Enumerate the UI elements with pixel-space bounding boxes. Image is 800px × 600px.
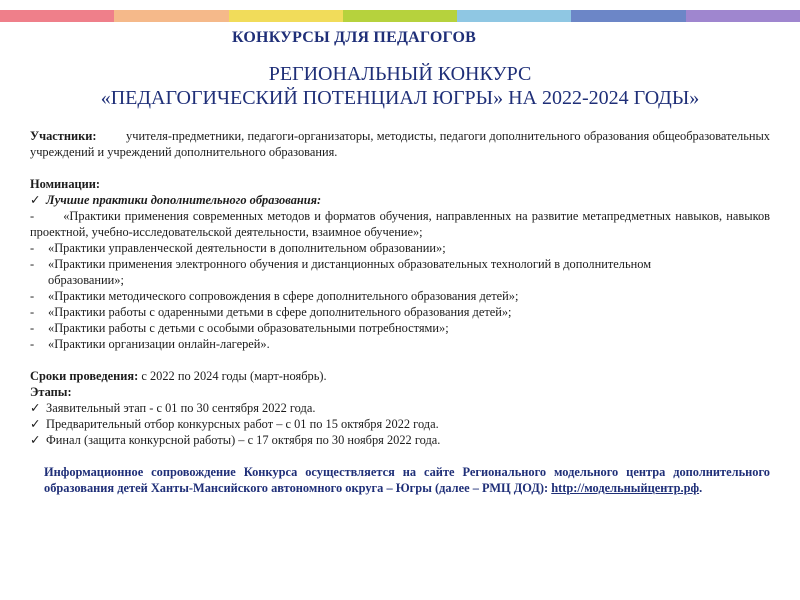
color-segment — [686, 10, 800, 22]
color-segment — [0, 10, 114, 22]
dates-line — [30, 368, 770, 384]
check-icon: ✓ — [30, 193, 41, 207]
stage-item-text: Заявительный этап - с 01 по 30 сентября 2022 года. — [46, 401, 316, 415]
link-suffix: . — [699, 481, 703, 495]
color-segment — [571, 10, 685, 22]
stage-item-text: Предварительный отбор конкурсных работ – с 01 по 15 октября 2022 года. — [46, 417, 439, 431]
participants-text: учителя-предметники, педагоги-организаторы, методисты, педагоги дополнительного образования общеобразовательных учреждений и учреждений дополнительного образования. — [30, 129, 770, 159]
nomination-item — [30, 256, 770, 288]
stages-label-text: Этапы: — [30, 385, 72, 399]
nominations-label-text: Номинации: — [30, 177, 101, 191]
info-text: Информационное сопровождение Конкурса осуществляется на сайте Регионального модельного центра дополнительного образования детей Ханты-Мансийского автономного округа – Югры (далее – РМЦ ДОД): — [44, 465, 770, 495]
nomination-item-text: «Практики применения современных методов и форматов обучения, направленных на развитие метапредметных навыков, навыков проектной, учебно-исследовательской деятельности, взаимное обучение»; — [30, 209, 771, 239]
stage-item-text: Финал (защита конкурсной работы) – с 17 октября по 30 ноября 2022 года. — [46, 433, 441, 447]
nomination-item-text: «Практики управленческой деятельности в дополнительном образовании»; — [48, 241, 446, 255]
dash-marker: - — [30, 305, 35, 319]
participants-label: Участники: — [30, 129, 97, 143]
nomination-item-text: «Практики работы с одаренными детьми в сфере дополнительного образования детей»; — [48, 305, 512, 319]
nomination-item — [30, 320, 770, 336]
check-icon: ✓ — [30, 417, 41, 431]
dash-marker: - — [30, 289, 35, 303]
color-segment — [457, 10, 571, 22]
contest-title-line2: «ПЕДАГОГИЧЕСКИЙ ПОТЕНЦИАЛ ЮГРЫ» НА 2022-2024 ГОДЫ» — [100, 87, 700, 109]
stage-item — [30, 400, 770, 416]
dash-marker: - — [30, 241, 35, 255]
nomination-item — [30, 336, 770, 352]
dates-label: Сроки проведения: — [30, 369, 139, 383]
nomination-item-text: «Практики работы с детьми с особыми образовательными потребностями»; — [48, 321, 449, 335]
dates-text: с 2022 по 2024 годы (март-ноябрь). — [141, 369, 327, 383]
nomination-item — [30, 240, 770, 256]
website-link[interactable]: http://модельныйцентр.рф — [551, 481, 700, 495]
nomination-category-label: Лучшие практики дополнительного образования: — [46, 193, 322, 207]
dash-marker: - — [30, 209, 35, 223]
nominations-label — [30, 176, 770, 192]
check-icon: ✓ — [30, 433, 41, 447]
contest-title-line1: РЕГИОНАЛЬНЫЙ КОНКУРС — [268, 63, 532, 85]
dash-marker: - — [30, 257, 35, 271]
stages-label — [30, 384, 770, 400]
nomination-item — [30, 288, 770, 304]
nomination-category — [30, 192, 770, 208]
color-segment — [343, 10, 457, 22]
dash-marker: - — [30, 337, 35, 351]
contest-title — [0, 62, 800, 110]
dash-marker: - — [30, 321, 35, 335]
nomination-item — [30, 208, 770, 240]
top-color-bar — [0, 10, 800, 22]
nomination-item-text: «Практики применения электронного обучения и дистанционных образовательных технологий в дополнительном образовании»; — [48, 257, 652, 287]
nomination-item — [30, 304, 770, 320]
stage-item — [30, 416, 770, 432]
nomination-item-text: «Практики методического сопровождения в сфере дополнительного образования детей»; — [48, 289, 519, 303]
participants-paragraph — [30, 128, 770, 160]
color-segment — [229, 10, 343, 22]
contest-description — [30, 128, 770, 448]
color-segment — [114, 10, 228, 22]
check-icon: ✓ — [30, 401, 41, 415]
stage-item — [30, 432, 770, 448]
nomination-item-text: «Практики организации онлайн-лагерей». — [48, 337, 270, 351]
info-paragraph — [44, 464, 770, 496]
section-heading: КОНКУРСЫ ДЛЯ ПЕДАГОГОВ — [232, 29, 477, 46]
